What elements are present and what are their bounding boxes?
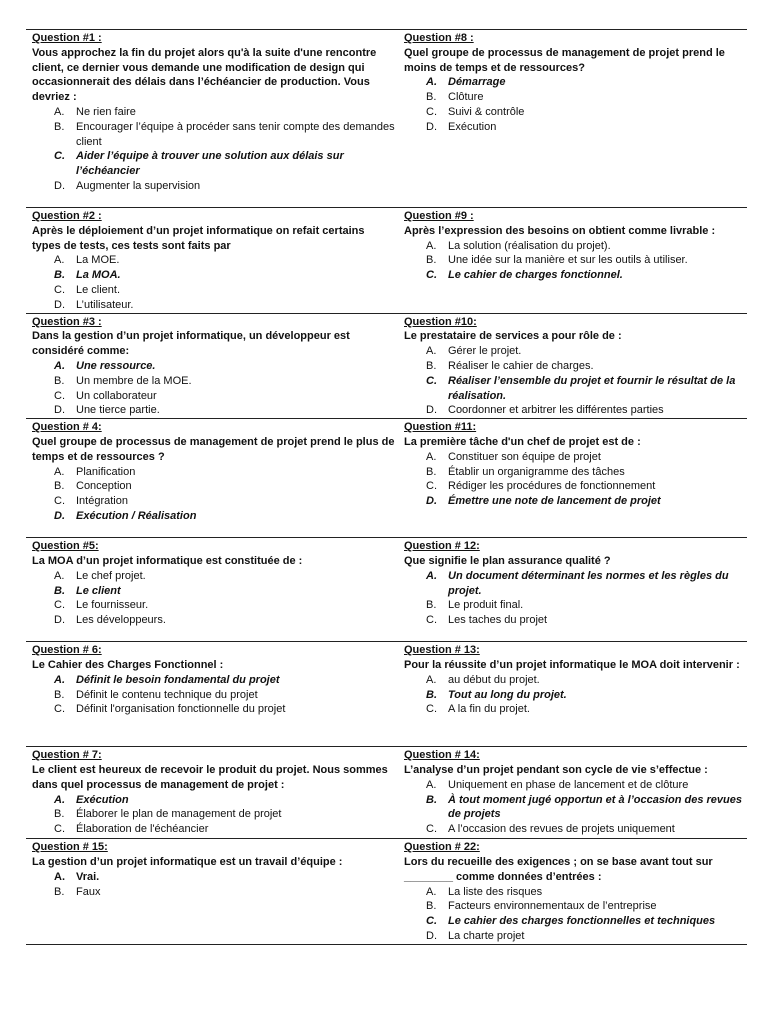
answer-options	[32, 253, 396, 312]
option-letter: D.	[54, 509, 65, 522]
answer-option	[32, 885, 396, 900]
question-number: Question #8 :	[404, 32, 474, 44]
option-letter: C.	[426, 105, 437, 118]
answer-option	[404, 702, 745, 717]
option-text: Une ressource.	[76, 359, 156, 372]
option-text: Exécution / Réalisation	[76, 509, 197, 522]
option-letter: B.	[54, 808, 65, 821]
option-text: Ne rien faire	[76, 105, 136, 118]
answer-option	[404, 885, 745, 900]
option-letter: D.	[54, 179, 65, 192]
answer-option	[404, 479, 745, 494]
answer-option-correct	[32, 509, 396, 524]
option-letter: B.	[426, 688, 437, 701]
option-letter: C.	[426, 915, 437, 928]
option-text: La MOE.	[76, 254, 120, 267]
question-row	[26, 747, 747, 839]
answer-option	[32, 598, 396, 613]
option-text: Faux	[76, 885, 101, 898]
option-text: Exécution	[76, 793, 129, 806]
question-cell	[398, 747, 747, 839]
option-text: Suivi & contrôle	[448, 105, 525, 118]
question-text: Pour la réussite d’un projet informatique le MOA doit intervenir :	[404, 658, 740, 671]
answer-option-correct	[404, 75, 745, 90]
question-text: Le prestataire de services a pour rôle de :	[404, 330, 622, 343]
answer-option-correct	[404, 268, 745, 283]
option-letter: C.	[54, 703, 65, 716]
question-row	[26, 208, 747, 314]
option-text: Le client.	[76, 283, 121, 296]
question-number: Question #11:	[404, 421, 477, 434]
answer-option-correct	[32, 584, 396, 599]
option-letter: C.	[426, 614, 437, 627]
answer-option	[404, 90, 745, 105]
question-text: Le Cahier des Charges Fonctionnel :	[32, 658, 224, 671]
option-letter: B.	[426, 900, 437, 913]
option-letter: C.	[54, 599, 65, 612]
option-text: Les développeurs.	[76, 614, 166, 627]
option-text: Le fournisseur.	[76, 599, 149, 612]
answer-option	[404, 253, 745, 268]
option-letter: A.	[54, 359, 65, 372]
answer-option	[404, 120, 745, 135]
question-cell	[26, 642, 398, 747]
option-text: La charte projet	[448, 929, 525, 942]
option-letter: D.	[54, 298, 65, 311]
answer-option	[32, 569, 396, 584]
question-number: Question # 6:	[32, 644, 102, 657]
question-number: Question #2 :	[32, 210, 102, 222]
question-number: Question # 15:	[32, 841, 108, 854]
question-cell	[398, 419, 747, 538]
option-text: Réaliser le cahier de charges.	[448, 359, 594, 372]
answer-options	[404, 75, 745, 134]
option-letter: C.	[54, 283, 65, 296]
option-letter: D.	[426, 120, 437, 133]
quiz-body	[26, 30, 747, 945]
option-letter: C.	[54, 823, 65, 836]
option-text: La solution (réalisation du projet).	[448, 239, 611, 252]
question-cell	[398, 30, 747, 208]
option-text: Les taches du projet	[448, 614, 548, 627]
answer-options	[404, 569, 745, 628]
question-row	[26, 839, 747, 945]
option-text: La liste des risques	[448, 885, 543, 898]
question-cell	[26, 538, 398, 642]
answer-option-correct	[404, 374, 745, 404]
option-letter: D.	[426, 404, 437, 417]
answer-options	[32, 569, 396, 628]
option-letter: A.	[426, 673, 437, 686]
question-number: Question # 12:	[404, 540, 480, 553]
option-letter: A.	[426, 76, 437, 89]
question-row	[26, 642, 747, 747]
option-text: Le produit final.	[448, 599, 524, 612]
question-cell	[398, 839, 747, 945]
question-number: Question #3 :	[32, 315, 102, 328]
option-letter: D.	[54, 404, 65, 417]
answer-options	[32, 465, 396, 524]
answer-option	[32, 403, 396, 418]
option-letter: C.	[426, 823, 437, 836]
answer-options	[404, 344, 745, 418]
option-letter: B.	[54, 374, 65, 387]
answer-option-correct	[32, 359, 396, 374]
option-text: Le cahier des charges fonctionnelles et techniques	[448, 915, 716, 928]
option-letter: A.	[426, 239, 437, 252]
answer-option	[404, 359, 745, 374]
question-number: Question # 4:	[32, 421, 102, 434]
question-text: La première tâche d'un chef de projet est de :	[404, 435, 641, 448]
question-number: Question #9 :	[404, 210, 474, 222]
answer-options	[32, 359, 396, 418]
question-number: Question # 7:	[32, 749, 102, 762]
answer-option	[32, 389, 396, 404]
option-letter: B.	[426, 465, 437, 478]
answer-option	[404, 105, 745, 120]
answer-option-correct	[404, 914, 745, 929]
question-text: Lors du recueille des exigences ; on se base avant tout sur ________ comme données d’entrées :	[404, 855, 713, 883]
question-row	[26, 313, 747, 419]
option-text: Coordonner et arbitrer les différentes parties	[448, 404, 664, 417]
option-letter: D.	[426, 929, 437, 942]
option-text: Réaliser l’ensemble du projet et fournir le résultat de la réalisation.	[448, 374, 736, 402]
option-letter: A.	[54, 870, 65, 883]
answer-option-correct	[404, 494, 745, 509]
answer-option-correct	[32, 870, 396, 885]
question-cell	[398, 208, 747, 314]
option-text: Gérer le projet.	[448, 345, 522, 358]
option-text: Clôture	[448, 91, 484, 104]
answer-option	[404, 598, 745, 613]
answer-option	[32, 807, 396, 822]
option-text: La MOA.	[76, 269, 121, 282]
question-cell	[26, 208, 398, 314]
answer-option	[32, 494, 396, 509]
option-letter: C.	[54, 150, 65, 163]
question-text: La MOA d’un projet informatique est constituée de :	[32, 554, 303, 567]
answer-option-correct	[404, 793, 745, 823]
question-row	[26, 419, 747, 538]
answer-option-correct	[32, 268, 396, 283]
question-text: Que signifie le plan assurance qualité ?	[404, 554, 611, 567]
answer-option	[32, 105, 396, 120]
question-text: Après le déploiement d’un projet informatique on refait certains types de tests, ces tests sont faits par	[32, 224, 365, 252]
answer-option	[32, 120, 396, 150]
question-cell	[398, 538, 747, 642]
question-text: Dans la gestion d’un projet informatique, un développeur est considéré comme:	[32, 330, 350, 358]
option-text: Un document déterminant les normes et les règles du projet.	[448, 569, 729, 597]
option-text: Définit le besoin fondamental du projet	[76, 673, 280, 686]
option-letter: B.	[54, 688, 65, 701]
answer-options	[32, 673, 396, 717]
answer-option	[404, 613, 745, 628]
answer-option	[32, 298, 396, 313]
option-letter: B.	[54, 269, 65, 282]
answer-option	[32, 374, 396, 389]
answer-option	[32, 613, 396, 628]
option-text: Aider l’équipe à trouver une solution aux délais sur l’échéancier	[76, 150, 344, 178]
answer-option	[404, 450, 745, 465]
answer-option	[404, 239, 745, 254]
question-text: Après l’expression des besoins on obtient comme livrable :	[404, 224, 716, 237]
question-number: Question #1 :	[32, 32, 102, 44]
answer-option-correct	[404, 569, 745, 599]
option-text: Le client	[76, 584, 121, 597]
option-text: Le cahier de charges fonctionnel.	[448, 269, 623, 282]
option-letter: C.	[54, 389, 65, 402]
answer-option	[404, 899, 745, 914]
option-letter: D.	[54, 614, 65, 627]
option-letter: A.	[426, 345, 437, 358]
option-letter: B.	[54, 885, 65, 898]
answer-options	[404, 885, 745, 944]
question-text: L’analyse d’un projet pendant son cycle de vie s’effectue :	[404, 763, 708, 776]
answer-option	[32, 702, 396, 717]
option-text: Définit l'organisation fonctionnelle du projet	[76, 703, 286, 716]
option-letter: A.	[426, 778, 437, 791]
answer-option-correct	[32, 793, 396, 808]
option-text: À tout moment jugé opportun et à l’occasion des revues de projets	[448, 793, 742, 821]
option-letter: A.	[54, 254, 65, 267]
option-text: Encourager l’équipe à procéder sans tenir compte des demandes client	[76, 120, 395, 148]
option-letter: A.	[426, 569, 437, 582]
question-number: Question #10:	[404, 315, 477, 328]
option-letter: B.	[54, 584, 65, 597]
question-cell	[398, 642, 747, 747]
question-cell	[26, 419, 398, 538]
option-text: Planification	[76, 465, 136, 478]
answer-option	[32, 688, 396, 703]
answer-option	[404, 778, 745, 793]
question-row	[26, 538, 747, 642]
option-text: Exécution	[448, 120, 497, 133]
option-letter: A.	[54, 105, 65, 118]
option-letter: B.	[426, 91, 437, 104]
option-letter: C.	[426, 269, 437, 282]
option-letter: C.	[426, 703, 437, 716]
question-cell	[26, 313, 398, 419]
question-cell	[26, 747, 398, 839]
option-text: A l’occasion des revues de projets uniquement	[448, 823, 675, 836]
option-text: Facteurs environnementaux de l’entreprise	[448, 900, 657, 913]
answer-option	[32, 479, 396, 494]
answer-option	[404, 403, 745, 418]
option-letter: B.	[426, 359, 437, 372]
option-text: Tout au long du projet.	[448, 688, 567, 701]
option-text: Le chef projet.	[76, 569, 146, 582]
answer-options	[404, 450, 745, 509]
answer-option	[32, 822, 396, 837]
question-cell	[398, 313, 747, 419]
option-letter: B.	[426, 793, 437, 806]
option-text: Définit le contenu technique du projet	[76, 688, 258, 701]
option-letter: B.	[426, 254, 437, 267]
question-text: Le client est heureux de recevoir le produit du projet. Nous sommes dans quel processus de management de projet :	[32, 763, 388, 791]
option-letter: B.	[54, 480, 65, 493]
answer-option	[404, 465, 745, 480]
option-letter: B.	[54, 120, 65, 133]
question-text: Quel groupe de processus de management de projet prend le plus de temps et de ressources ?	[32, 435, 395, 463]
option-letter: A.	[54, 673, 65, 686]
option-text: Augmenter la supervision	[76, 179, 201, 192]
option-text: Conception	[76, 480, 132, 493]
answer-option	[32, 253, 396, 268]
answer-option-correct	[404, 688, 745, 703]
option-text: Intégration	[76, 495, 128, 508]
answer-option-correct	[32, 149, 396, 179]
option-letter: A.	[426, 450, 437, 463]
answer-option	[404, 344, 745, 359]
option-letter: C.	[426, 480, 437, 493]
option-text: L’utilisateur.	[76, 298, 134, 311]
answer-option	[404, 929, 745, 944]
option-text: Établir un organigramme des tâches	[448, 465, 625, 478]
option-text: au début du projet.	[448, 673, 540, 686]
question-number: Question # 14:	[404, 749, 480, 762]
answer-option	[32, 283, 396, 298]
option-text: Vrai.	[76, 870, 100, 883]
option-text: Un collaborateur	[76, 389, 157, 402]
answer-option	[404, 673, 745, 688]
question-number: Question #5:	[32, 540, 99, 553]
answer-option	[404, 822, 745, 837]
option-text: Un membre de la MOE.	[76, 374, 192, 387]
option-letter: C.	[426, 374, 437, 387]
option-letter: A.	[54, 793, 65, 806]
option-text: Constituer son équipe de projet	[448, 450, 601, 463]
question-text: La gestion d’un projet informatique est un travail d’équipe :	[32, 855, 343, 868]
option-letter: B.	[426, 599, 437, 612]
option-text: Uniquement en phase de lancement et de clôture	[448, 778, 689, 791]
question-text: Vous approchez la fin du projet alors qu'à la suite d'une rencontre client, ce dernier vous demande une modification de design qui occasionnerait des délais dans l’échéancier de production. Vous devriez :	[32, 46, 377, 104]
option-letter: D.	[426, 495, 437, 508]
answer-option	[32, 465, 396, 480]
option-letter: A.	[54, 465, 65, 478]
answer-options	[404, 778, 745, 837]
option-text: Une idée sur la manière et sur les outils à utiliser.	[448, 254, 688, 267]
answer-option	[32, 179, 396, 194]
option-text: Émettre une note de lancement de projet	[448, 495, 661, 508]
answer-options	[32, 870, 396, 900]
answer-options	[404, 673, 745, 717]
question-text: Quel groupe de processus de management de projet prend le moins de temps et de ressources?	[404, 46, 725, 74]
answer-options	[404, 239, 745, 283]
option-letter: A.	[54, 569, 65, 582]
question-cell	[26, 839, 398, 945]
option-text: Élaborer le plan de management de projet	[76, 808, 282, 821]
question-cell	[26, 30, 398, 208]
option-text: A la fin du projet.	[448, 703, 530, 716]
question-row	[26, 30, 747, 208]
question-number: Question # 22:	[404, 841, 480, 854]
answer-option-correct	[32, 673, 396, 688]
answer-options	[32, 105, 396, 194]
option-text: Démarrage	[448, 76, 506, 89]
option-letter: A.	[426, 885, 437, 898]
option-text: Élaboration de l'échéancier	[76, 823, 209, 836]
question-number: Question # 13:	[404, 644, 480, 657]
quiz-table	[26, 29, 747, 945]
option-text: Rédiger les procédures de fonctionnement	[448, 480, 656, 493]
option-text: Une tierce partie.	[76, 404, 160, 417]
option-letter: C.	[54, 495, 65, 508]
answer-options	[32, 793, 396, 837]
